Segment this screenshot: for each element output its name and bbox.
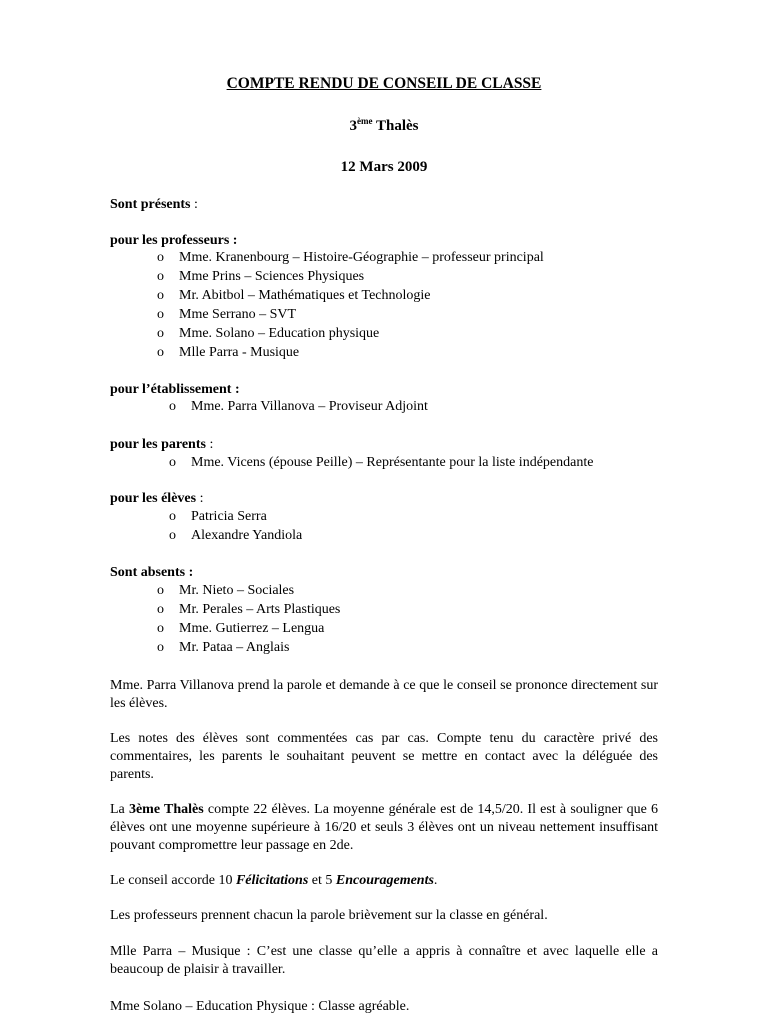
paragraph-musique: Mlle Parra – Musique : C’est une classe qu’elle a appris à connaître et avec laquelle elle a beaucoup de plaisir à travailler. — [110, 944, 658, 977]
list-item-text: Mme. Gutierrez – Lengua — [179, 621, 325, 636]
paragraph-class-stats — [110, 801, 658, 855]
list-item — [169, 508, 302, 527]
eleves-list — [169, 508, 302, 546]
list-item-text: Patricia Serra — [191, 509, 267, 524]
bullet-o: o — [169, 455, 176, 470]
p4-felicitations: Félicitations — [235, 873, 309, 888]
list-item-text: Mlle Parra - Musique — [179, 345, 300, 360]
list-item-text: Mr. Perales – Arts Plastiques — [179, 602, 341, 617]
p4-end: . — [433, 873, 438, 888]
etablissement-heading: pour l’établissement : — [110, 382, 240, 397]
bullet-o: o — [157, 345, 164, 360]
list-item — [157, 325, 544, 344]
p3-start: La — [110, 802, 129, 817]
parents-section — [110, 436, 660, 470]
list-item-text: Alexandre Yandiola — [191, 528, 303, 543]
list-item — [157, 344, 544, 363]
list-item-text: Mme Prins – Sciences Physiques — [179, 269, 365, 284]
list-item — [157, 620, 340, 639]
list-item-text: Mr. Abitbol – Mathématiques et Technologie — [179, 288, 431, 303]
class-label: Thalès — [372, 118, 419, 134]
parents-heading-colon: : — [205, 437, 214, 452]
class-number: 3 — [349, 118, 357, 134]
parents-heading: pour les parents — [110, 437, 206, 452]
list-item-text: Mme. Kranenbourg – Histoire-Géographie – professeur principal — [179, 250, 544, 265]
list-item — [157, 639, 340, 658]
eleves-heading: pour les élèves — [110, 491, 197, 506]
bullet-o: o — [157, 583, 164, 598]
bullet-o: o — [157, 269, 164, 284]
professeurs-heading: pour les professeurs : — [110, 233, 238, 248]
parents-list — [169, 454, 593, 473]
list-item — [157, 306, 544, 325]
presents-heading — [110, 196, 660, 214]
bullet-o: o — [157, 602, 164, 617]
eleves-section — [110, 490, 660, 543]
bullet-o: o — [169, 528, 176, 543]
document-title: COMPTE RENDU DE CONSEIL DE CLASSE — [226, 75, 542, 92]
p4-encouragements: Encouragements — [335, 873, 434, 888]
list-item-text: Mme Serrano – SVT — [179, 307, 297, 322]
list-item — [169, 398, 428, 417]
bullet-o: o — [169, 399, 176, 414]
bullet-o: o — [157, 621, 164, 636]
absents-heading: Sont absents : — [110, 565, 194, 580]
bullet-o: o — [157, 250, 164, 265]
etablissement-section — [110, 381, 660, 414]
absents-list — [157, 582, 340, 658]
etablissement-list — [169, 398, 428, 417]
list-item-text: Mr. Pataa – Anglais — [179, 640, 290, 655]
bullet-o: o — [157, 326, 164, 341]
bullet-o: o — [157, 640, 164, 655]
paragraph-awards — [110, 872, 658, 890]
list-item-text: Mme. Solano – Education physique — [179, 326, 380, 341]
presents-heading-colon: : — [190, 197, 198, 212]
bullet-o: o — [169, 509, 176, 524]
p4-start: Le conseil accorde 10 — [110, 873, 236, 888]
absents-section — [110, 564, 660, 655]
list-item-text: Mme. Parra Villanova – Proviseur Adjoint — [191, 399, 428, 414]
list-item — [157, 601, 340, 620]
list-item-text: Mr. Nieto – Sociales — [179, 583, 295, 598]
list-item — [157, 582, 340, 601]
class-superscript: ème — [357, 116, 373, 126]
list-item — [169, 527, 302, 546]
list-item — [157, 249, 544, 268]
p3-rest: compte 22 élèves. La moyenne générale est de 14,5/20. Il est à souligner que 6 élèves ont une moyenne supérieure à 16/20 et seuls 3 élèves ont un niveau nettement insuffisant pouvant compromettre leur passage en 2de. — [110, 802, 659, 853]
paragraph-professors: Les professeurs prennent chacun la parole brièvement sur la classe en général. — [110, 908, 548, 923]
bullet-o: o — [157, 288, 164, 303]
p4-mid: et 5 — [308, 873, 336, 888]
professeurs-list — [157, 249, 544, 363]
list-item — [157, 268, 544, 287]
professeurs-section — [110, 232, 660, 360]
list-item — [157, 287, 544, 306]
bullet-o: o — [157, 307, 164, 322]
class-name — [0, 117, 768, 135]
paragraph-opening: Mme. Parra Villanova prend la parole et demande à ce que le conseil se prononce directement sur les élèves. — [110, 678, 658, 711]
paragraph-notes: Les notes des élèves sont commentées cas par cas. Compte tenu du caractère privé des commentaires, les parents le souhaitant peuvent se mettre en contact avec la déléguée des parents. — [110, 731, 658, 782]
list-item — [169, 454, 593, 473]
paragraph-education-physique: Mme Solano – Education Physique : Classe agréable. — [110, 999, 410, 1014]
p3-class-name: 3ème Thalès — [128, 802, 204, 817]
presents-heading-label: Sont présents — [110, 197, 191, 212]
eleves-heading-colon: : — [196, 491, 204, 506]
meeting-date: 12 Mars 2009 — [340, 159, 428, 175]
list-item-text: Mme. Vicens (épouse Peille) – Représentante pour la liste indépendante — [191, 455, 594, 470]
